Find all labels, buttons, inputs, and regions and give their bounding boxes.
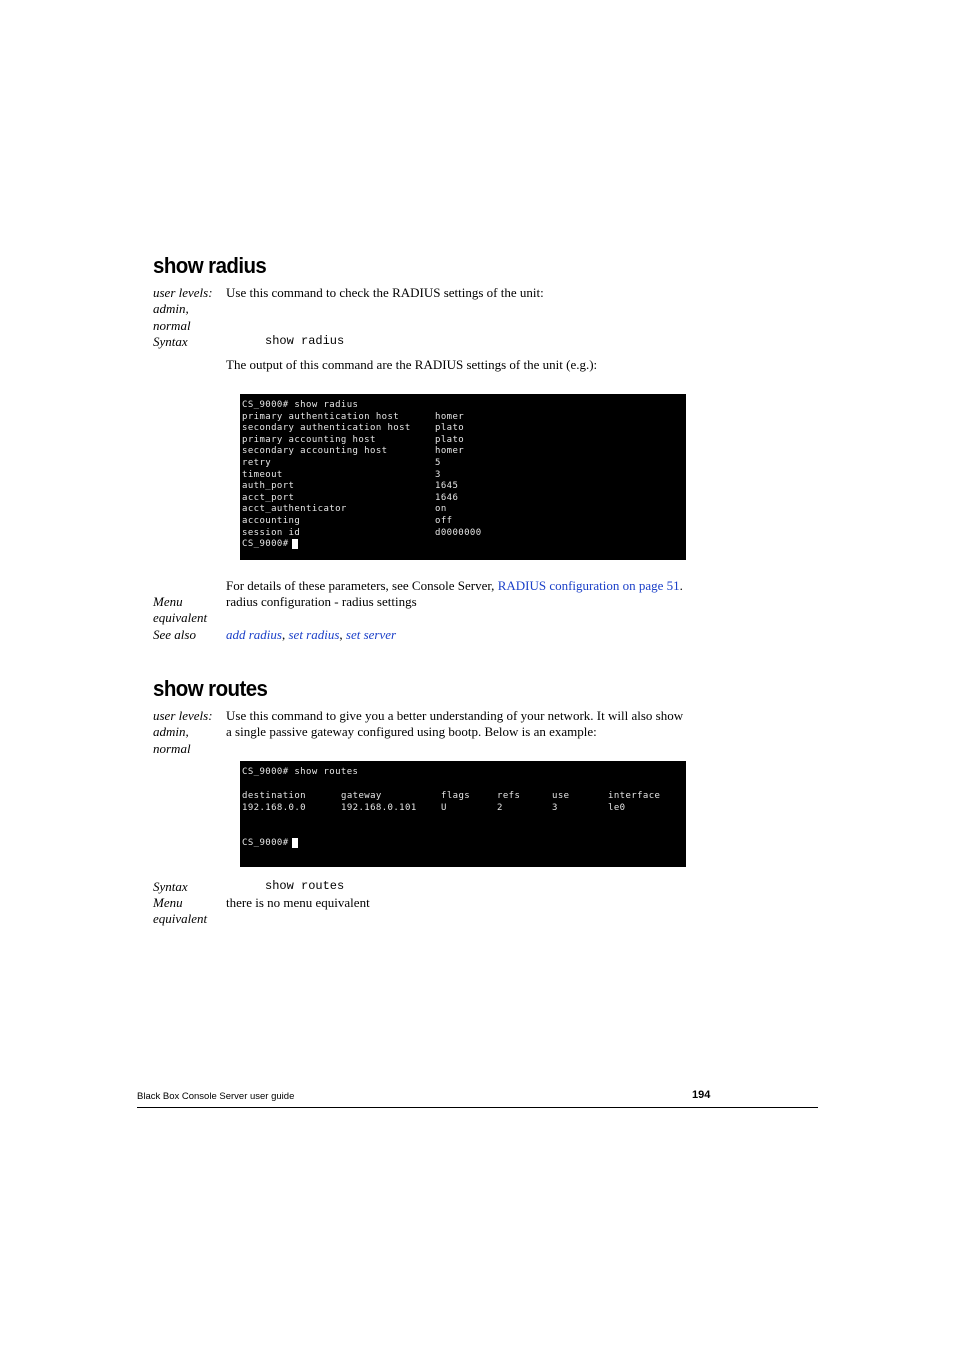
radius-configuration-link[interactable]: RADIUS configuration on page 51: [497, 578, 680, 593]
syntax-label: Syntax: [153, 334, 188, 349]
terminal-setting-row: [242, 423, 686, 435]
section-title-show-radius: show radius: [153, 253, 267, 278]
setting-name: retry: [242, 457, 272, 468]
terminal-prompt: CS_9000#: [242, 539, 686, 551]
setting-value: 5: [435, 457, 441, 468]
routes-intro: Use this command to give you a better understanding of your network. It will also show a single passive gateway configured using bootp. Below is an example:: [226, 708, 684, 740]
menu-equivalent-value: radius configuration - radius settings: [226, 594, 417, 609]
syntax-command: show radius: [265, 334, 345, 348]
see-also-links: add radius, set radius, set server: [226, 627, 397, 642]
terminal-setting-row: [242, 481, 686, 493]
terminal-header-line: CS_9000# show routes: [242, 767, 359, 777]
user-levels-label: user levels: admin, normal: [153, 285, 213, 333]
cell-flags: U: [441, 802, 447, 813]
col-refs: refs: [497, 790, 521, 801]
setting-value: d0000000: [435, 527, 482, 538]
cell-interface: le0: [608, 802, 626, 813]
terminal-setting-row: [242, 458, 686, 470]
setting-name: acct_authenticator: [242, 504, 347, 515]
setting-name: timeout: [242, 469, 283, 480]
footer-rule: [137, 1107, 818, 1108]
add-radius-link[interactable]: add radius: [226, 627, 282, 642]
terminal-setting-row: [242, 470, 686, 482]
cell-refs: 2: [497, 802, 503, 813]
syntax-command: show routes: [265, 879, 345, 893]
details-line: For details of these parameters, see Console Server, RADIUS configuration on page 51.: [226, 578, 683, 593]
see-also-label: See also: [153, 627, 196, 642]
terminal-setting-row: [242, 435, 686, 447]
setting-value: off: [435, 515, 453, 526]
setting-value: homer: [435, 446, 465, 457]
menu-equivalent-label: Menu equivalent: [153, 594, 208, 626]
setting-value: plato: [435, 423, 465, 434]
setting-name: auth_port: [242, 481, 295, 492]
routes-terminal-screenshot: [240, 761, 686, 867]
setting-name: primary accounting host: [242, 434, 376, 445]
cursor-block: [292, 539, 298, 549]
terminal-header-line: CS_9000# show radius: [242, 400, 359, 410]
col-destination: destination: [242, 790, 307, 801]
setting-value: homer: [435, 411, 465, 422]
setting-name: primary authentication host: [242, 411, 400, 422]
setting-name: secondary authentication host: [242, 423, 411, 434]
setting-name: accounting: [242, 515, 301, 526]
footer-title: Black Box Console Server user guide: [137, 1091, 295, 1102]
setting-value: 1645: [435, 481, 459, 492]
output-intro: The output of this command are the RADIUS settings of the unit (e.g.):: [226, 357, 598, 372]
syntax-label: Syntax: [153, 879, 188, 894]
section-title-show-routes: show routes: [153, 676, 268, 701]
terminal-setting-row: [242, 528, 686, 540]
col-interface: interface: [608, 790, 661, 801]
setting-name: session id: [242, 527, 301, 538]
col-use: use: [552, 790, 570, 801]
radius-intro: Use this command to check the RADIUS settings of the unit:: [226, 285, 544, 300]
col-gateway: gateway: [341, 790, 382, 801]
routes-table: [242, 779, 686, 825]
cell-use: 3: [552, 802, 558, 813]
terminal-setting-row: [242, 412, 686, 424]
cell-gateway: 192.168.0.101: [341, 802, 417, 813]
terminal-setting-row: [242, 516, 686, 528]
terminal-prompt: CS_9000#: [242, 838, 686, 850]
setting-value: 1646: [435, 492, 459, 503]
page-number: 194: [692, 1089, 711, 1101]
menu-equivalent-label: Menu equivalent: [153, 895, 208, 927]
cursor-block: [292, 838, 298, 848]
setting-name: secondary accounting host: [242, 446, 388, 457]
setting-value: 3: [435, 469, 441, 480]
terminal-setting-row: [242, 504, 686, 516]
col-flags: flags: [441, 790, 471, 801]
radius-terminal-screenshot: [240, 394, 686, 560]
terminal-setting-row: [242, 493, 686, 505]
setting-value: on: [435, 504, 447, 515]
set-server-link[interactable]: set server: [345, 627, 397, 642]
terminal-setting-row: [242, 446, 686, 458]
setting-value: plato: [435, 434, 465, 445]
cell-destination: 192.168.0.0: [242, 802, 307, 813]
menu-equivalent-value: there is no menu equivalent: [226, 895, 370, 910]
set-radius-link[interactable]: set radius: [288, 627, 340, 642]
user-levels-label: user levels: admin, normal: [153, 708, 213, 756]
setting-name: acct_port: [242, 492, 295, 503]
